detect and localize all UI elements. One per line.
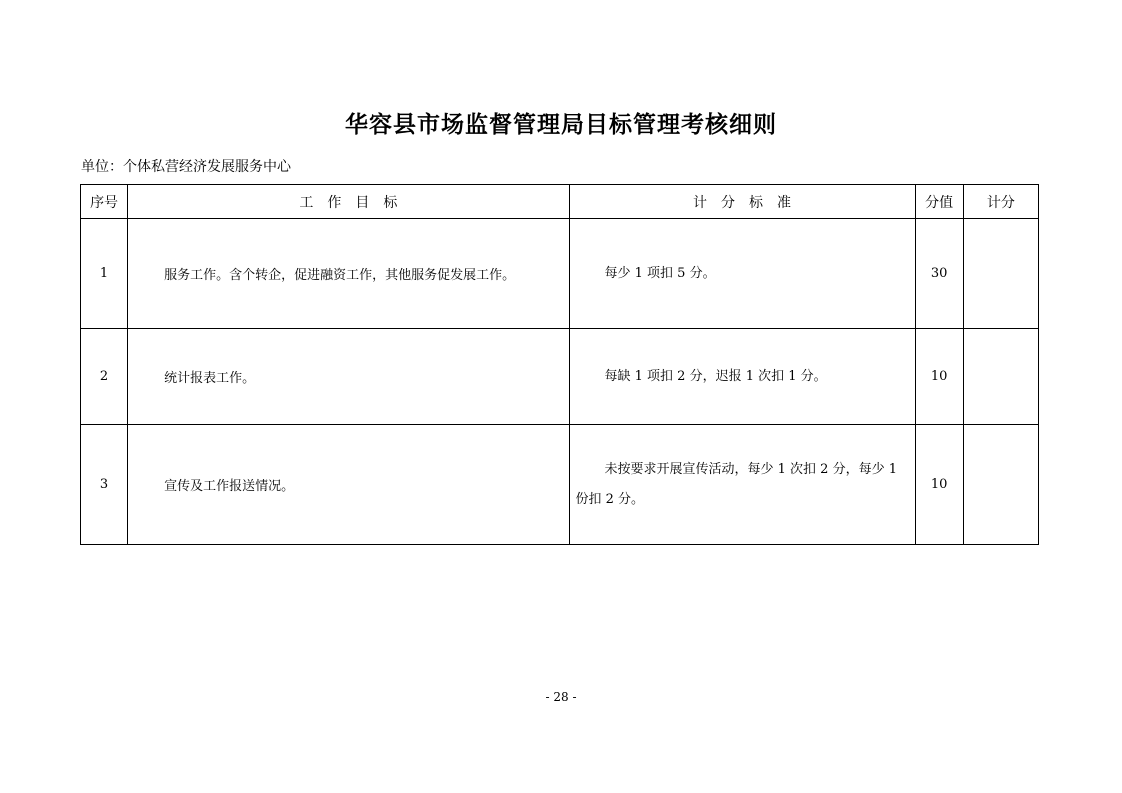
page-number: - 28 - <box>545 690 577 704</box>
standard-text: 未按要求开展宣传活动，每少 1 次扣 2 分，每少 1 份扣 2 分。 <box>575 461 897 507</box>
cell-target: 统计报表工作。 <box>128 329 569 425</box>
cell-score <box>963 219 1038 329</box>
header-target: 工 作 目 标 <box>128 185 569 219</box>
cell-seq: 1 <box>81 219 128 329</box>
document-title: 华容县市场监督管理局目标管理考核细则 <box>345 112 777 138</box>
cell-value: 30 <box>915 219 963 329</box>
assessment-table <box>80 184 1039 545</box>
unit-label: 单位：个体私营经济发展服务中心 <box>81 159 291 175</box>
table-row <box>81 329 1039 425</box>
header-value: 分值 <box>915 185 963 219</box>
cell-score <box>963 329 1038 425</box>
cell-target: 宣传及工作报送情况。 <box>128 425 569 545</box>
table-row <box>81 219 1039 329</box>
cell-standard <box>569 329 915 425</box>
cell-value: 10 <box>915 425 963 545</box>
standard-text: 每缺 1 项扣 2 分，迟报 1 次扣 1 分。 <box>604 368 827 384</box>
table-header-row <box>81 185 1039 219</box>
cell-score <box>963 425 1038 545</box>
cell-seq: 3 <box>81 425 128 545</box>
cell-value: 10 <box>915 329 963 425</box>
standard-text: 每少 1 项扣 5 分。 <box>604 265 716 281</box>
cell-standard <box>569 219 915 329</box>
table-row <box>81 425 1039 545</box>
cell-standard <box>569 425 915 545</box>
cell-seq: 2 <box>81 329 128 425</box>
header-standard: 计 分 标 准 <box>569 185 915 219</box>
header-score: 计分 <box>963 185 1038 219</box>
header-seq: 序号 <box>81 185 128 219</box>
cell-target: 服务工作。含个转企，促进融资工作，其他服务促发展工作。 <box>128 219 569 329</box>
